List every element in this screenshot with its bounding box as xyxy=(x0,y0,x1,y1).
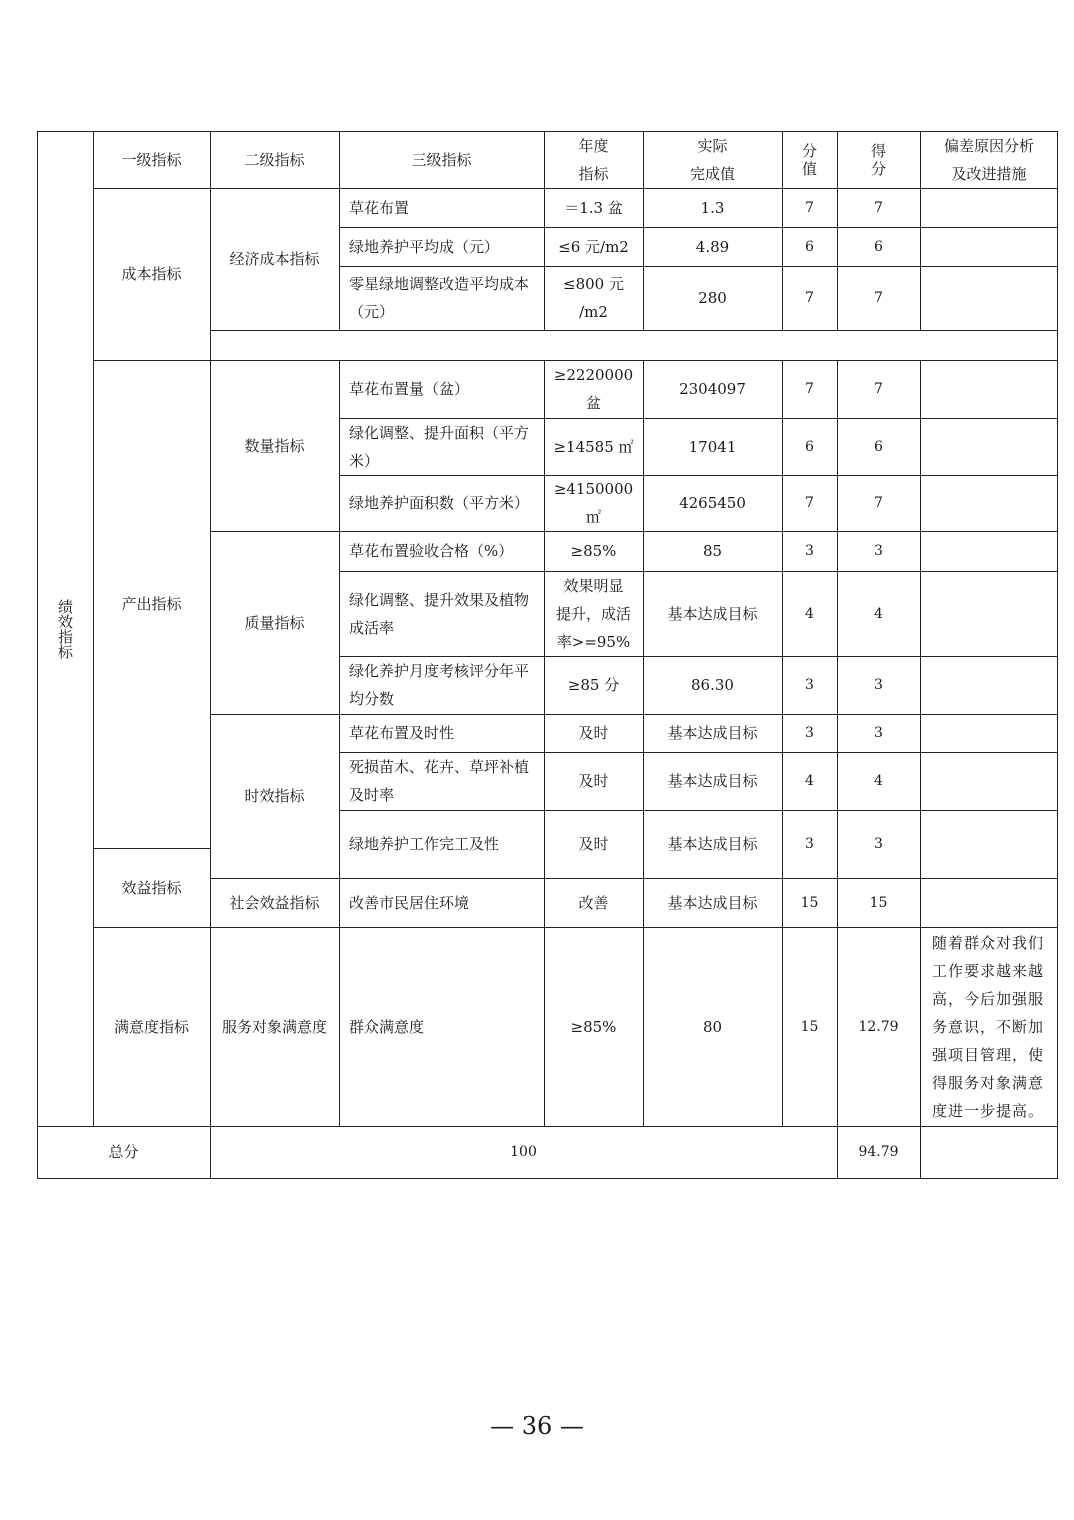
note-cell xyxy=(920,656,1058,714)
actual-cell: 基本达成目标 xyxy=(667,893,758,912)
score-cell: 7 xyxy=(874,381,883,397)
indicator-cell: 绿化调整、提升效果及植物成活率 xyxy=(349,590,530,637)
note-cell xyxy=(920,878,1058,927)
weight-cell: 7 xyxy=(805,495,814,511)
note-cell xyxy=(920,571,1058,656)
target-cell: 效果明显 提升，成活 率>=95% xyxy=(555,576,631,651)
weight-cell: 15 xyxy=(800,894,819,911)
table-col-rule xyxy=(339,360,340,1127)
actual-cell: 4.89 xyxy=(695,237,730,256)
header-level2: 二级指标 xyxy=(244,150,305,169)
note-cell xyxy=(920,188,1058,227)
table-rule xyxy=(93,360,1058,361)
actual-cell: 17041 xyxy=(688,437,737,456)
table-rule xyxy=(210,531,1058,532)
note-cell xyxy=(920,810,1058,878)
level2-timeliness: 时效指标 xyxy=(244,787,305,805)
score-cell: 12.79 xyxy=(858,1018,899,1035)
actual-cell: 1.3 xyxy=(700,198,725,217)
score-cell: 6 xyxy=(874,238,883,255)
header-deviation: 偏差原因分析 及改进措施 xyxy=(943,136,1034,183)
target-cell: 及时 xyxy=(578,772,609,790)
header-score: 得 分 xyxy=(870,141,886,178)
table-rule xyxy=(210,714,1058,715)
target-cell: ≥4150000 ㎡ xyxy=(553,480,634,526)
indicator-cell: 绿化调整、提升面积（平方米） xyxy=(349,423,530,470)
score-cell: 6 xyxy=(874,438,883,455)
weight-cell: 4 xyxy=(805,773,814,789)
indicator-cell: 绿地养护工作完工及性 xyxy=(349,835,500,853)
score-cell: 3 xyxy=(874,677,883,693)
side-label xyxy=(37,131,93,1127)
table-col-rule xyxy=(93,131,94,1127)
target-cell: ＝1.3 盆 xyxy=(564,198,623,217)
level2-service-satisfaction: 服务对象满意度 xyxy=(222,1017,328,1036)
header-actual-value: 实际 完成值 xyxy=(689,136,735,183)
table-rule xyxy=(339,571,1058,572)
weight-cell: 3 xyxy=(805,543,814,559)
indicator-cell: 草花布置 xyxy=(349,198,410,217)
target-cell: ≤6 元/m2 xyxy=(558,237,629,256)
target-cell: ≥85% xyxy=(570,1017,617,1036)
score-cell: 4 xyxy=(874,605,883,622)
level1-satisfaction: 满意度指标 xyxy=(113,1017,189,1036)
table-col-rule xyxy=(210,131,211,1179)
target-cell: 及时 xyxy=(578,835,609,853)
header-annual-target: 年度 指标 xyxy=(578,136,609,183)
score-cell: 4 xyxy=(874,773,883,789)
note-cell xyxy=(920,475,1058,531)
indicator-cell: 群众满意度 xyxy=(349,1017,425,1036)
table-col-rule xyxy=(920,131,921,331)
table-border-bottom xyxy=(37,1178,1058,1179)
table-border-top xyxy=(37,131,1058,132)
table-rule xyxy=(339,656,1058,657)
indicator-cell: 草花布置验收合格（%） xyxy=(349,542,514,560)
note-cell xyxy=(920,266,1058,330)
level1-benefit: 效益指标 xyxy=(121,878,182,897)
level1-cost: 成本指标 xyxy=(121,265,182,283)
note-cell: 随着群众对我们工作要求越来越高，今后加强服务意识，不断加强项目管理，使得服务对象满意度进一步提高。 xyxy=(932,933,1045,1120)
level2-social-benefit: 社会效益指标 xyxy=(229,893,320,912)
indicator-cell: 死损苗木、花卉、草坪补植及时率 xyxy=(349,758,530,804)
target-cell: 改善 xyxy=(578,893,609,912)
actual-cell: 基本达成目标 xyxy=(667,724,758,742)
indicator-cell: 零星绿地调整改造平均成本（元） xyxy=(349,275,530,321)
header-level3: 三级指标 xyxy=(411,150,472,169)
score-cell: 3 xyxy=(874,836,883,852)
actual-cell: 86.30 xyxy=(691,676,734,694)
table-rule xyxy=(339,752,1058,753)
actual-cell: 280 xyxy=(698,289,727,307)
actual-cell: 85 xyxy=(702,542,723,560)
weight-cell: 7 xyxy=(805,290,814,306)
score-cell: 3 xyxy=(874,725,883,741)
weight-cell: 7 xyxy=(805,381,814,397)
level2-quantity: 数量指标 xyxy=(244,436,305,455)
total-label: 总分 xyxy=(108,1143,139,1161)
level2-quality: 质量指标 xyxy=(244,613,305,632)
table-col-rule xyxy=(920,360,921,1179)
table-col-rule xyxy=(544,131,545,331)
page-number: — 36 — xyxy=(490,1412,584,1440)
actual-cell: 4265450 xyxy=(679,494,746,512)
weight-cell: 6 xyxy=(805,438,814,455)
indicator-cell: 改善市民居住环境 xyxy=(349,893,470,912)
side-label-text: 绩效指标 xyxy=(56,599,74,659)
indicator-cell: 草花布置量（盆） xyxy=(349,380,470,398)
score-cell: 7 xyxy=(874,495,883,511)
note-cell xyxy=(920,531,1058,571)
actual-cell: 2304097 xyxy=(679,380,746,398)
table-col-rule xyxy=(782,360,783,1127)
indicator-cell: 绿地养护面积数（平方米） xyxy=(349,494,530,512)
total-weight: 100 xyxy=(510,1144,537,1160)
table-col-rule xyxy=(339,131,340,331)
level2-economic-cost: 经济成本指标 xyxy=(229,250,320,268)
target-cell: ≥85% xyxy=(570,542,617,560)
table-col-rule xyxy=(643,360,644,1127)
weight-cell: 7 xyxy=(805,199,814,216)
table-rule xyxy=(339,475,1058,476)
target-cell: ≥2220000 盆 xyxy=(553,366,634,412)
total-score: 94.79 xyxy=(858,1144,899,1160)
weight-cell: 3 xyxy=(805,836,814,852)
indicator-cell: 绿地养护平均成（元） xyxy=(349,237,500,256)
header-weight: 分 值 xyxy=(801,141,817,178)
weight-cell: 3 xyxy=(805,677,814,693)
table-col-rule xyxy=(643,131,644,331)
score-cell: 15 xyxy=(869,894,888,911)
target-cell: ≥14585 ㎡ xyxy=(553,437,634,456)
target-cell: 及时 xyxy=(578,724,609,742)
table-col-rule xyxy=(544,360,545,1127)
table-col-rule xyxy=(837,360,838,1179)
weight-cell: 15 xyxy=(800,1018,819,1035)
target-cell: ≤800 元 /m2 xyxy=(563,275,624,321)
indicator-cell: 草花布置及时性 xyxy=(349,724,455,742)
table-rule xyxy=(339,810,1058,811)
actual-cell: 基本达成目标 xyxy=(667,772,758,790)
score-cell: 3 xyxy=(874,543,883,559)
table-rule xyxy=(93,927,1058,928)
table-border-left xyxy=(37,131,38,1179)
table-col-rule xyxy=(837,131,838,331)
table-rule xyxy=(93,188,1058,189)
total-note xyxy=(920,1126,1058,1178)
table-rule xyxy=(93,848,210,849)
header-level1: 一级指标 xyxy=(121,150,182,169)
weight-cell: 4 xyxy=(805,605,814,622)
note-cell xyxy=(920,227,1058,266)
score-cell: 7 xyxy=(874,199,883,216)
table-rule xyxy=(210,878,1058,879)
level1-output: 产出指标 xyxy=(121,595,182,613)
table-rule xyxy=(339,266,1058,267)
weight-cell: 6 xyxy=(805,238,814,255)
table-rule xyxy=(339,418,1058,419)
table-col-rule xyxy=(782,131,783,331)
actual-cell: 基本达成目标 xyxy=(667,604,758,623)
score-cell: 7 xyxy=(874,290,883,306)
indicator-cell: 绿化养护月度考核评分年平均分数 xyxy=(349,662,530,708)
note-cell xyxy=(920,360,1058,418)
table-rule xyxy=(339,227,1058,228)
actual-cell: 80 xyxy=(702,1017,723,1036)
note-cell xyxy=(920,752,1058,810)
target-cell: ≥85 分 xyxy=(567,676,620,694)
weight-cell: 3 xyxy=(805,725,814,741)
actual-cell: 基本达成目标 xyxy=(667,835,758,853)
table-rule-total-top xyxy=(37,1126,1058,1127)
table-rule xyxy=(210,330,1058,331)
note-cell xyxy=(920,714,1058,752)
table-border-right xyxy=(1057,131,1058,1179)
note-cell xyxy=(920,418,1058,475)
